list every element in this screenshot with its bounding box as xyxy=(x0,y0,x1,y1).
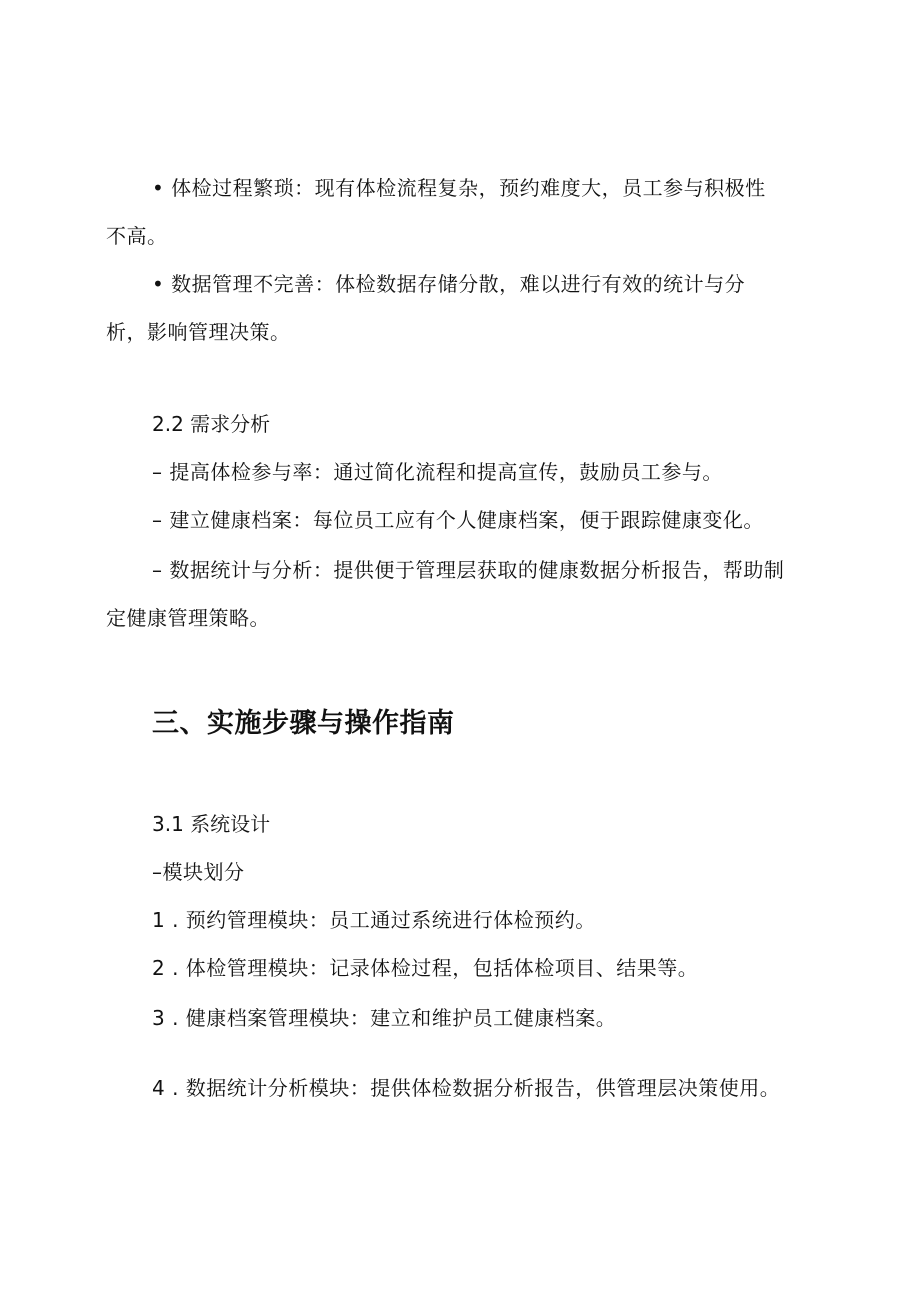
module-item-1: 1 . 预约管理模块：员工通过系统进行体检预约。 xyxy=(152,908,596,932)
module-item-4: 4 . 数据统计分析模块：提供体检数据分析报告，供管理层决策使用。 xyxy=(152,1076,781,1100)
problem-item-2-line-1: • 数据管理不完善：体检数据存储分散，难以进行有效的统计与分 xyxy=(152,272,746,296)
system-design-title: 3.1 系统设计 xyxy=(152,812,271,836)
modules-label: –模块划分 xyxy=(152,860,245,884)
needs-item-1: – 提高体检参与率：通过简化流程和提高宣传，鼓励员工参与。 xyxy=(152,460,723,484)
needs-item-3-line-1: – 数据统计与分析：提供便于管理层获取的健康数据分析报告，帮助制 xyxy=(152,558,785,582)
needs-item-2: – 建立健康档案：每位员工应有个人健康档案，便于跟踪健康变化。 xyxy=(152,508,764,532)
problem-item-1-line-2: 不高。 xyxy=(106,224,168,248)
problem-item-1-line-1: • 体检过程繁琐：现有体检流程复杂，预约难度大，员工参与积极性 xyxy=(152,176,766,200)
needs-item-3-line-2: 定健康管理策略。 xyxy=(106,606,270,630)
problem-item-2-line-2: 析，影响管理决策。 xyxy=(106,320,291,344)
section-3-heading: 三、实施步骤与操作指南 xyxy=(152,708,455,739)
needs-section-title: 2.2 需求分析 xyxy=(152,412,271,436)
module-item-2: 2 . 体检管理模块：记录体检过程，包括体检项目、结果等。 xyxy=(152,956,699,980)
module-item-3: 3 . 健康档案管理模块：建立和维护员工健康档案。 xyxy=(152,1006,617,1030)
